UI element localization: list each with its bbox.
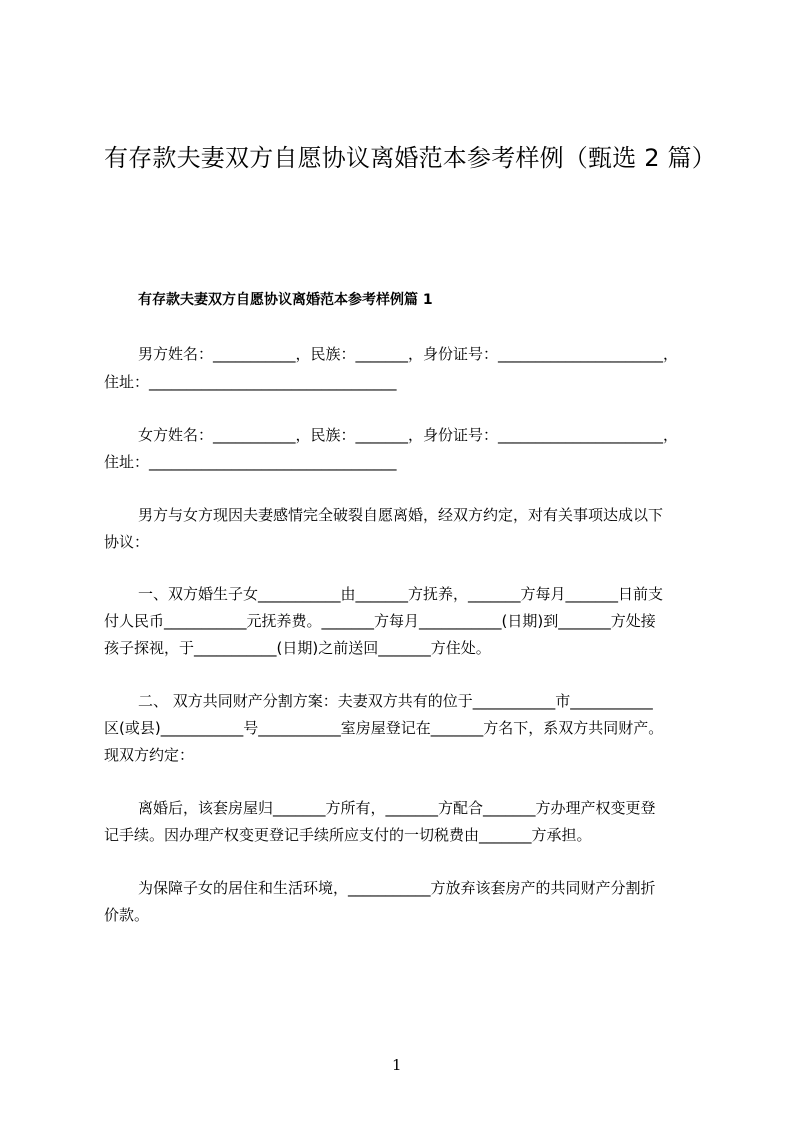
male-info-line: 男方姓名：___________，民族：_______，身份证号：______________________， xyxy=(138,345,679,363)
document-title: 有存款夫妻双方自愿协议离婚范本参考样例（甄选 2 篇） xyxy=(104,144,716,172)
section-heading: 有存款夫妻双方自愿协议离婚范本参考样例篇 1 xyxy=(138,292,433,308)
clause-one-line: 付人民币___________元抚养费。_______方每月___________(日期)到_______方处接 xyxy=(104,612,656,630)
children-clause-line: 价款。 xyxy=(104,906,150,924)
page-number: 1 xyxy=(392,1056,402,1074)
clause-two-line: 现双方约定： xyxy=(104,746,195,764)
intro-line: 协议： xyxy=(104,533,150,551)
clause-one-line: 一、双方婚生子女___________由_______方抚养，_______方每月_______日前支 xyxy=(138,585,664,603)
children-clause-line: 为保障子女的居住和生活环境，___________方放弃该套房产的共同财产分割折 xyxy=(138,879,656,897)
house-clause-line: 离婚后，该套房屋归_______方所有，_______方配合_______方办理产权变更登 xyxy=(138,799,656,817)
clause-two-line: 二、 双方共同财产分割方案：夫妻双方共有的位于___________市___________ xyxy=(138,692,653,710)
male-address-line: 住址：_________________________________ xyxy=(104,373,397,391)
female-info-line: 女方姓名：___________，民族：_______，身份证号：______________________， xyxy=(138,426,679,444)
clause-one-line: 孩子探视，于___________(日期)之前送回_______方住处。 xyxy=(104,639,491,657)
clause-two-line: 区(或县)___________号___________室房屋登记在_______方名下，系双方共同财产。 xyxy=(104,719,664,737)
intro-line: 男方与女方现因夫妻感情完全破裂自愿离婚，经双方约定，对有关事项达成以下 xyxy=(138,506,664,524)
house-clause-line: 记手续。因办理产权变更登记手续所应支付的一切税费由_______方承担。 xyxy=(104,826,592,844)
female-address-line: 住址：_________________________________ xyxy=(104,453,397,471)
